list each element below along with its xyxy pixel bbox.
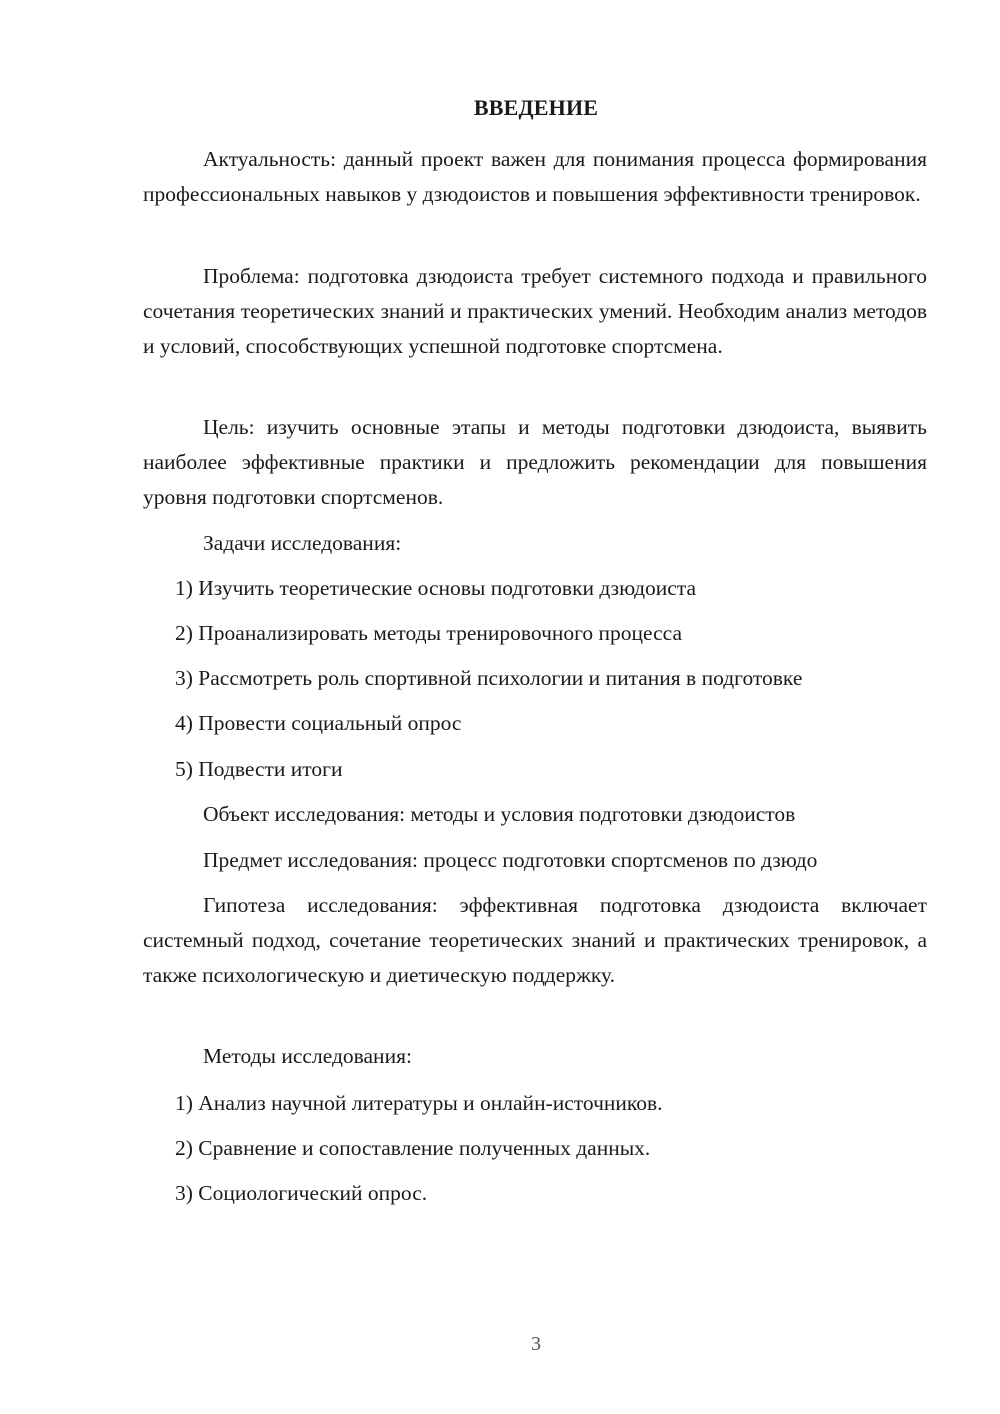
task-item: 4) Провести социальный опрос — [175, 711, 462, 735]
problem-paragraph: Проблема: подготовка дзюдоиста требует системного подхода и правильного сочетания теоретических знаний и практических умений. Необходим анализ методов и условий, способствующих успешной подготовке спортсмена. — [143, 264, 927, 358]
object-line: Объект исследования: методы и условия подготовки дзюдоистов — [203, 802, 796, 826]
page-number: 3 — [531, 1333, 541, 1355]
method-item: 2) Сравнение и сопоставление полученных данных. — [175, 1136, 651, 1160]
task-item: 1) Изучить теоретические основы подготовки дзюдоиста — [175, 576, 697, 600]
tasks-heading: Задачи исследования: — [203, 531, 402, 555]
task-item: 2) Проанализировать методы тренировочного процесса — [175, 621, 683, 645]
page-title: ВВЕДЕНИЕ — [473, 95, 599, 120]
task-item: 3) Рассмотреть роль спортивной психологии и питания в подготовке — [175, 666, 803, 690]
method-item: 1) Анализ научной литературы и онлайн-источников. — [175, 1091, 663, 1115]
hypothesis-paragraph: Гипотеза исследования: эффективная подготовка дзюдоиста включает системный подход, сочетание теоретических знаний и практических тренировок, а также психологическую и диетическую поддержку. — [143, 893, 927, 987]
method-item: 3) Социологический опрос. — [175, 1181, 428, 1205]
methods-heading: Методы исследования: — [203, 1044, 412, 1068]
goal-paragraph: Цель: изучить основные этапы и методы подготовки дзюдоиста, выявить наиболее эффективные практики и предложить рекомендации для повышения уровня подготовки спортсменов. — [143, 415, 927, 509]
relevance-paragraph: Актуальность: данный проект важен для понимания процесса формирования профессиональных навыков у дзюдоистов и повышения эффективности тренировок. — [143, 147, 927, 206]
task-item: 5) Подвести итоги — [175, 757, 343, 781]
subject-line: Предмет исследования: процесс подготовки спортсменов по дзюдо — [203, 848, 818, 872]
